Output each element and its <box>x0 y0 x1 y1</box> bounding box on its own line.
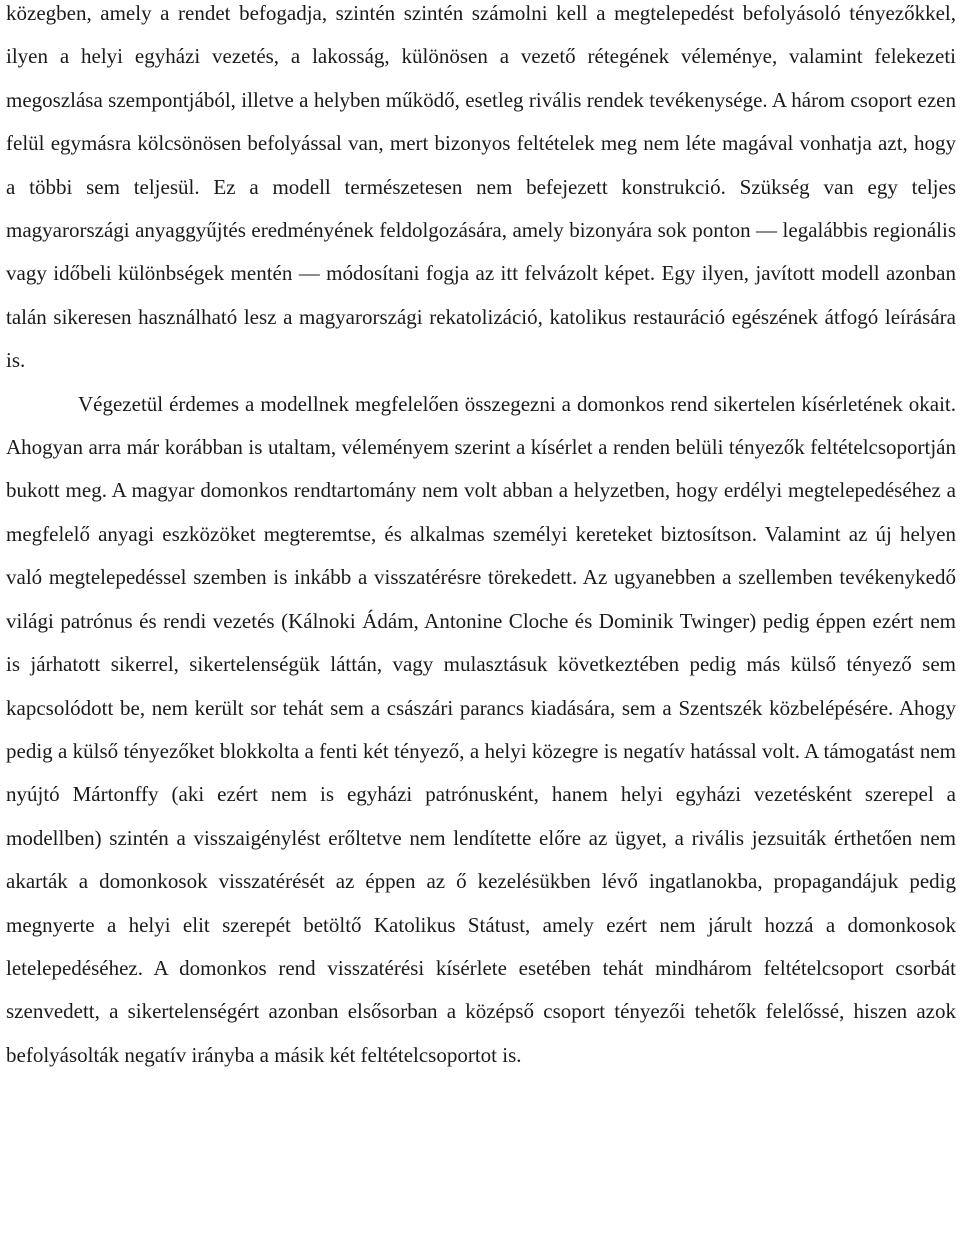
paragraph: Végezetül érdemes a modellnek megfelelően összegezni a domonkos rend sikertelen kísérletének okait. Ahogyan arra már korábban is utaltam, véleményem szerint a kísérlet a renden belüli tényezők feltételcsoportján bukott meg. A magyar domonkos rendtartomány nem volt abban a helyzetben, hogy erdélyi megtelepedéséhez a megfelelő anyagi eszközöket megteremtse, és alkalmas személyi kereteket biztosítson. Valamint az új helyen való megtelepedéssel szemben is inkább a visszatérésre törekedett. Az ugyanebben a szellemben tevékenykedő világi patrónus és rendi vezetés (Kálnoki Ádám, Antonine Cloche és Dominik Twinger) pedig éppen ezért nem is járhatott sikerrel, sikertelenségük láttán, vagy mulasztásuk következtében pedig más külső tényező sem kapcsolódott be, nem került sor tehát sem a császári parancs kiadására, sem a Szentszék közbelépésére. Ahogy pedig a külső tényezőket blokkolta a fenti két tényező, a helyi közegre is negatív hatással volt. A támogatást nem nyújtó Mártonffy (aki ezért nem is egyházi patrónusként, hanem helyi egyházi vezetésként szerepel a modellben) szintén a visszaigénylést erőltetve nem lendítette előre az ügyet, a rivális jezsuiták érthetően nem akarták a domonkosok visszatérését az éppen az ő kezelésükben lévő ingatlanokba, propagandájuk pedig megnyerte a helyi elit szerepét betöltő Katolikus Státust, amely ezért nem járult hozzá a domonkosok letelepedéséhez. A domonkos rend visszatérési kísérlete esetében tehát mindhárom feltételcsoport csorbát szenvedett, a sikertelenségért azonban elsősorban a középső csoport tényezői tehetők felelőssé, hiszen azok befolyásolták negatív irányba a másik két feltételcsoportot is. <box>6 391 956 1067</box>
document-page <box>6 0 956 1077</box>
paragraph: közegben, amely a rendet befogadja, szintén szintén számolni kell a megtelepedést befolyásoló tényezőkkel, ilyen a helyi egyházi vezetés, a lakosság, különösen a vezető rétegének véleménye, valamint felekezeti megoszlása szempontjából, illetve a helyben működő, esetleg rivális rendek tevékenysége. A három csoport ezen felül egymásra kölcsönösen befolyással van, mert bizonyos feltételek meg nem léte magával vonhatja azt, hogy a többi sem teljesül. Ez a modell természetesen nem befejezett konstrukció. Szükség van egy teljes magyarországi anyaggyűjtés eredményének feldolgozására, amely bizonyára sok ponton — legalábbis regionális vagy időbeli különbségek mentén — módosítani fogja az itt felvázolt képet. Egy ilyen, javított modell azonban talán sikeresen használható lesz a magyarországi rekatolizáció, katolikus restauráció egészének átfogó leírására is. <box>6 1 956 373</box>
